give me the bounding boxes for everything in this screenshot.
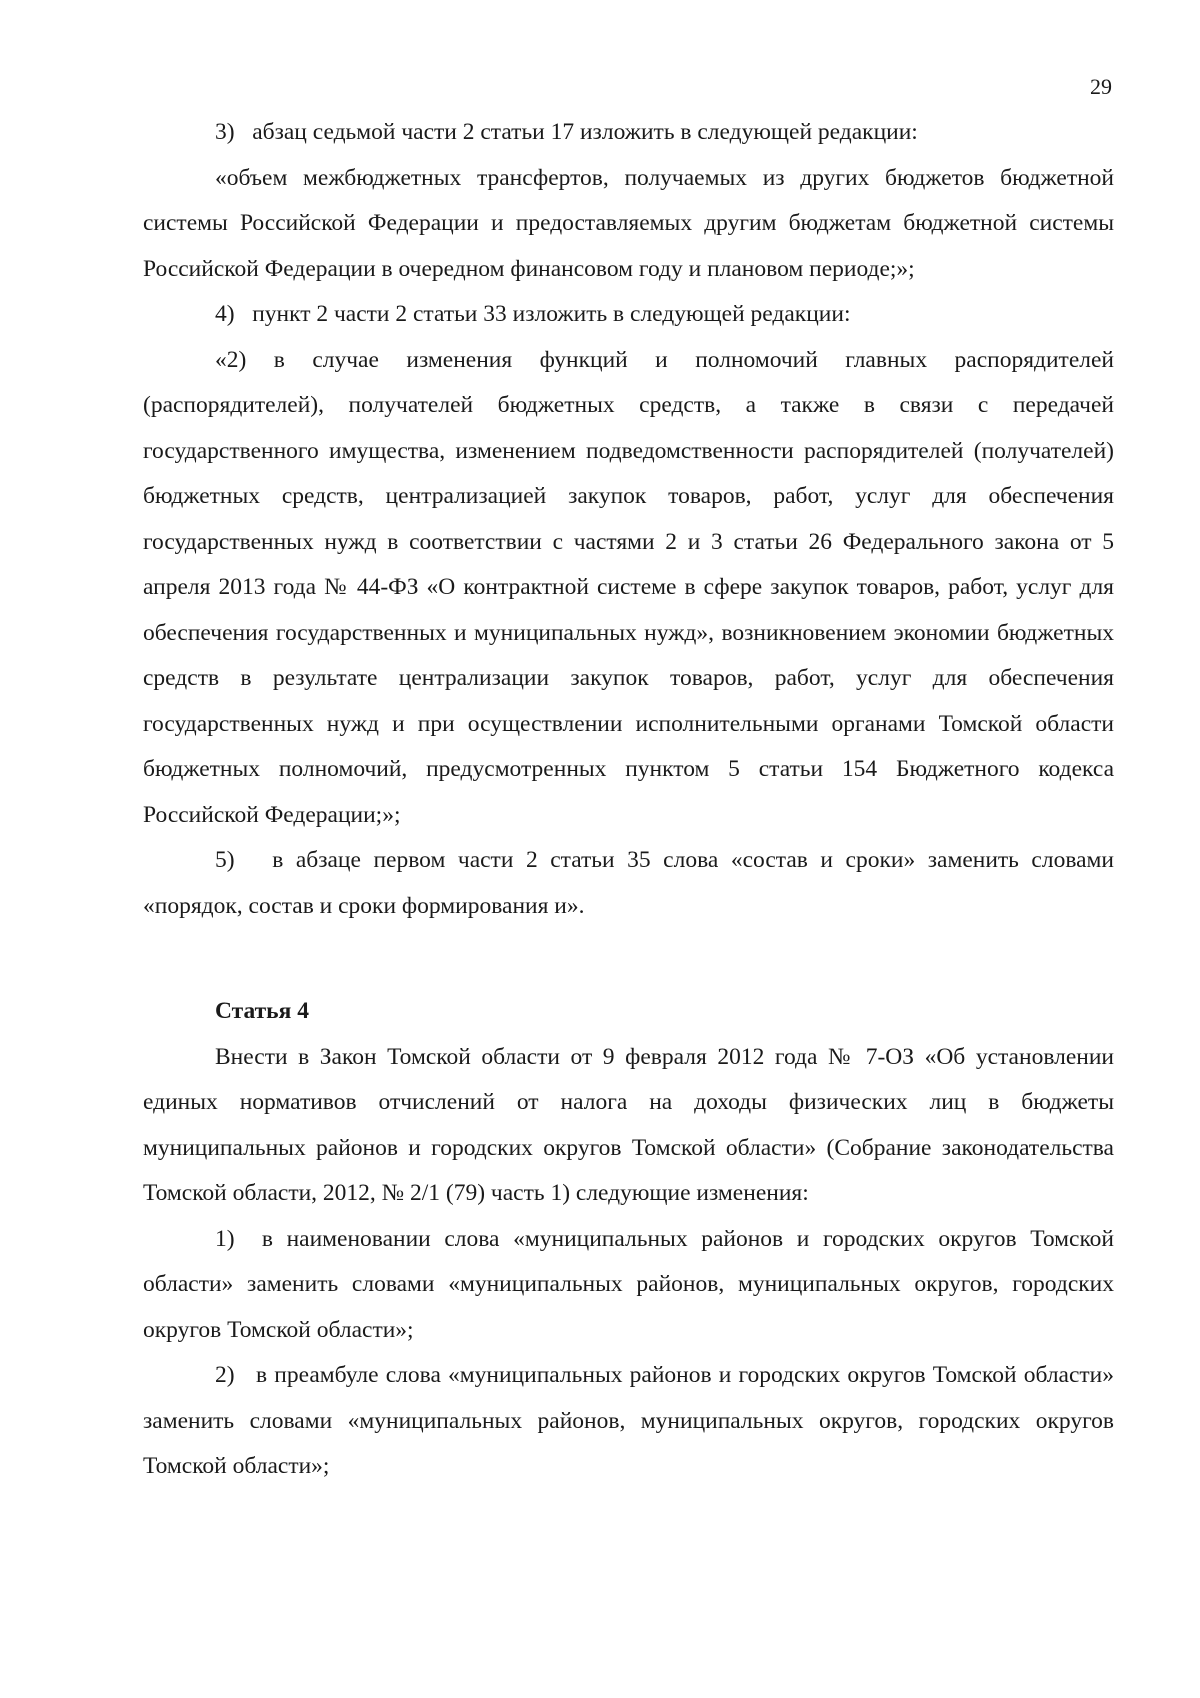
page-number: 29 (1090, 74, 1112, 99)
document-body (143, 110, 1114, 1490)
article-intro-paragraph: Внести в Закон Томской области от 9 февраля 2012 года № 7-ОЗ «Об установлении единых нормативов отчислений от налога на доходы физических лиц в бюджеты муниципальных районов и городских округов Томской области» (Собрание законодательства Томской области, 2012, № 2/1 (79) часть 1) следующие изменения: (143, 1043, 1114, 1206)
article-item-2: 2) в преамбуле слова «муниципальных районов и городских округов Томской области» заменить словами «муниципальных районов, муниципальных округов, городских округов Томской области»; (143, 1362, 1114, 1479)
article-item-1: 1) в наименовании слова «муниципальных районов и городских округов Томской области» заменить словами «муниципальных районов, муниципальных округов, городских округов Томской области»; (143, 1225, 1114, 1343)
paragraph-quote-item-3: «объем межбюджетных трансфертов, получаемых из других бюджетов бюджетной системы Российской Федерации и предоставляемых другим бюджетам бюджетной системы Российской Федерации в очередном финансовом году и плановом периоде;»; (143, 164, 1114, 282)
paragraph-item-3: 3) абзац седьмой части 2 статьи 17 изложить в следующей редакции: (215, 119, 918, 145)
paragraph-item-4: 4) пункт 2 части 2 статьи 33 изложить в следующей редакции: (215, 301, 851, 327)
paragraph-quote-item-4: «2) в случае изменения функций и полномочий главных распорядителей (распорядителей), получателей бюджетных средств, а также в связи с передачей государственного имущества, изменением подведомственности распорядителей (получателей) бюджетных средств, централизацией закупок товаров, работ, услуг для обеспечения государственных нужд в соответствии с частями 2 и 3 статьи 26 Федерального закона от 5 апреля 2013 года № 44-ФЗ «О контрактной системе в сфере закупок товаров, работ, услуг для обеспечения государственных и муниципальных нужд», возникновением экономии бюджетных средств в результате централизации закупок товаров, работ, услуг для обеспечения государственных нужд и при осуществлении исполнительными органами Томской области бюджетных полномочий, предусмотренных пунктом 5 статьи 154 Бюджетного кодекса Российской Федерации;»; (143, 346, 1114, 828)
article-heading: Статья 4 (215, 998, 309, 1024)
paragraph-item-5: 5) в абзаце первом части 2 статьи 35 слова «состав и сроки» заменить словами «порядок, состав и сроки формирования и». (143, 847, 1114, 919)
